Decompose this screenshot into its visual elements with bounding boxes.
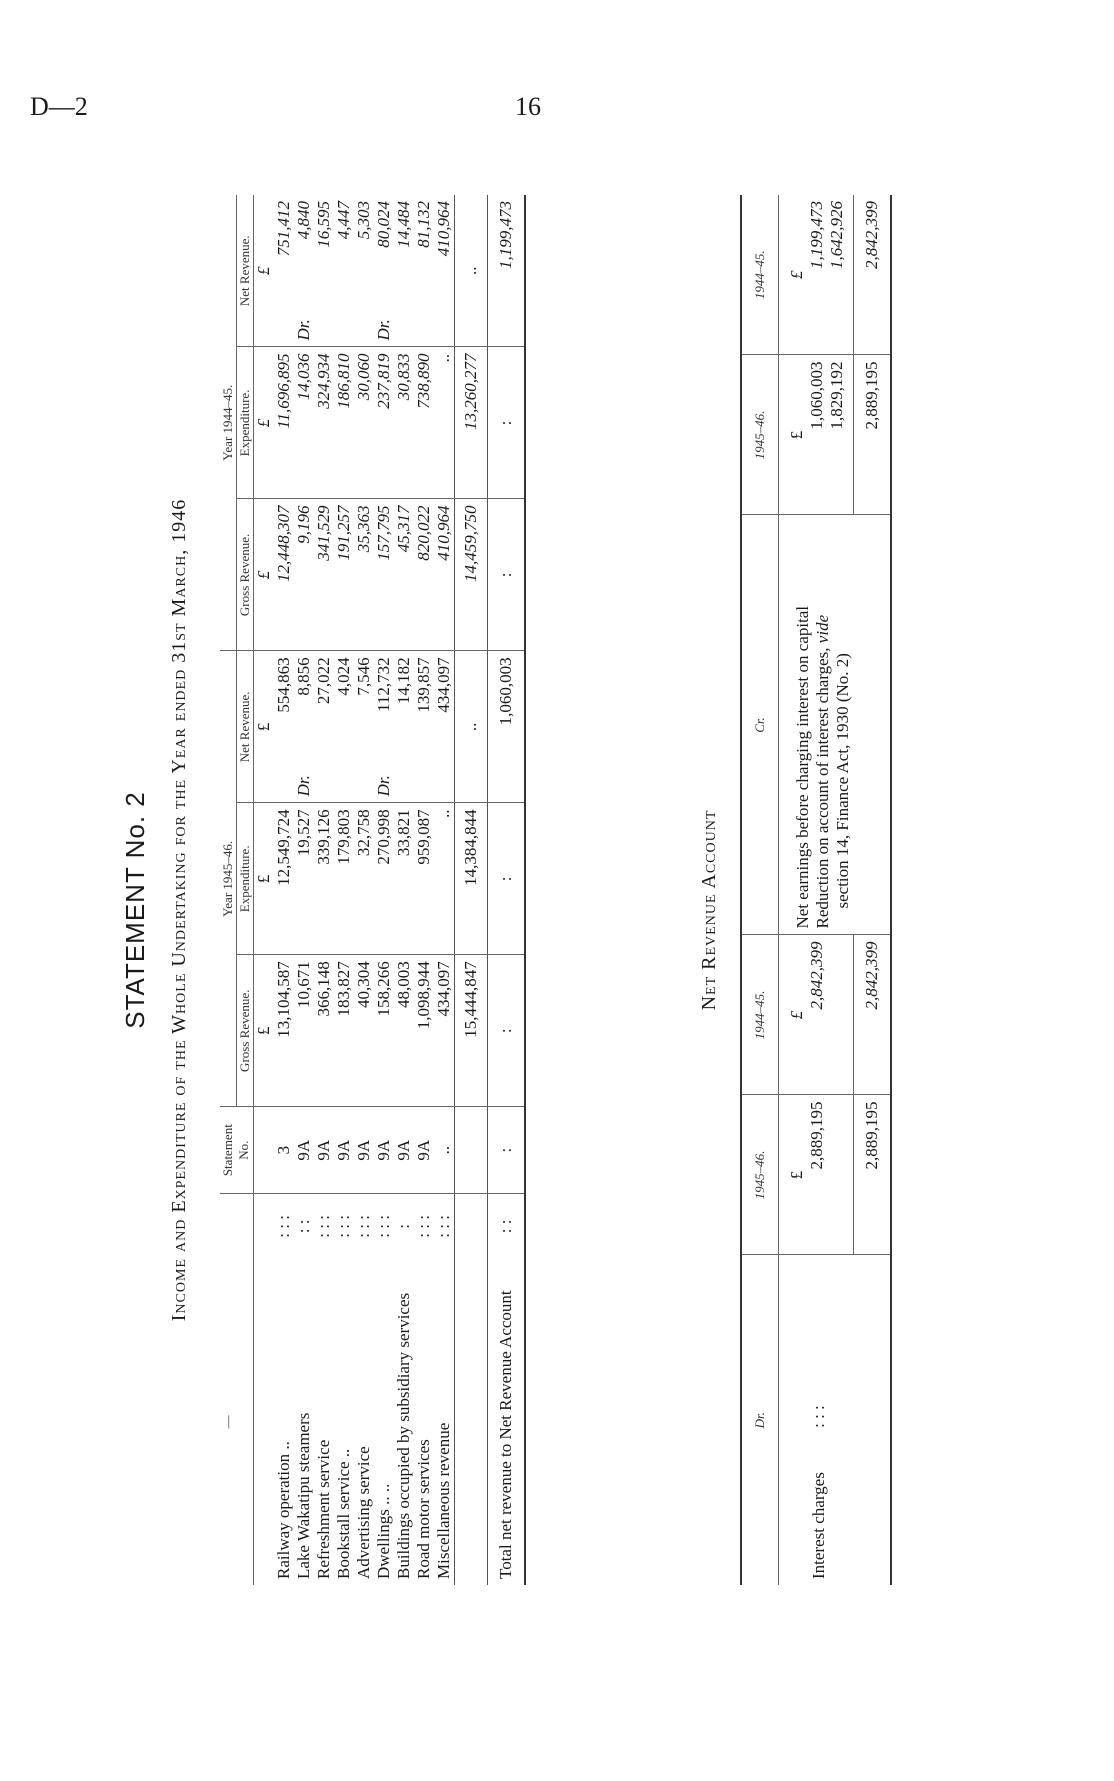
row-description: Lake Wakatipu steamers	[294, 1412, 313, 1579]
value: 80,024	[374, 201, 393, 248]
account-totals-row	[853, 195, 891, 1585]
leader-dots: : :	[294, 1219, 313, 1234]
gross-revenue-header: Gross Revenue.	[237, 955, 254, 1107]
table-row	[414, 195, 434, 1585]
gross-revenue-1945-46: 48,003	[394, 955, 414, 1107]
net-gross-1945-46: :	[488, 955, 526, 1107]
year-1944-45-header: Year 1944–45.	[220, 195, 237, 651]
value: 27,022	[314, 657, 333, 705]
net-revenue-account-table	[740, 195, 892, 1585]
row-description: Railway operation ..	[274, 1441, 293, 1579]
gross-revenue-1944-45: 191,257	[334, 499, 354, 651]
interest-charges-label: Interest charges	[809, 1472, 828, 1579]
statement-no: 9A	[314, 1107, 334, 1194]
expenditure-1945-46: 19,527	[294, 803, 314, 955]
leader-dots: :	[394, 1224, 413, 1229]
net-revenue-label: Total net revenue to Net Revenue Account	[488, 1259, 526, 1585]
expenditure-1944-45: 237,819	[374, 347, 394, 499]
value: 751,412	[274, 201, 293, 257]
currency-symbol: £	[787, 270, 806, 279]
interest-reduction-1944-45: 1,642,926	[827, 201, 846, 269]
expenditure-1944-45: 324,934	[314, 347, 334, 499]
row-description: Bookstall service ..	[334, 1448, 353, 1579]
currency-symbol: £	[254, 803, 275, 955]
net-revenue-1944-45	[414, 195, 434, 347]
year-1945-46-header: Year 1945–46.	[220, 651, 237, 1107]
value: 434,097	[434, 657, 453, 713]
gross-revenue-1945-46: 434,097	[434, 955, 455, 1107]
credit-line-2: Reduction on account of interest charges, vide	[813, 614, 832, 929]
value: 14,484	[394, 201, 413, 248]
value: 5,303	[354, 201, 373, 240]
currency-symbol: £	[254, 347, 275, 499]
table-row	[334, 195, 354, 1585]
expenditure-1945-46: 32,758	[354, 803, 374, 955]
net-revenue-1945-46	[354, 651, 374, 803]
year-1945-46-header: 1945–46.	[741, 1095, 779, 1255]
cr-total-1944-45: 2,842,399	[853, 195, 891, 355]
gross-revenue-header: Gross Revenue.	[237, 499, 254, 651]
description-header: —	[220, 1259, 254, 1585]
leader-dots: : : :	[354, 1215, 373, 1238]
statement-no: 9A	[354, 1107, 374, 1194]
gross-revenue-1944-45: 9,196	[294, 499, 314, 651]
table-row	[274, 195, 294, 1585]
table-body	[274, 195, 455, 1585]
year-1944-45-header: 1944–45.	[741, 935, 779, 1095]
net-revenue-account-title: Net Revenue Account	[698, 809, 720, 1011]
leader-dots: : : :	[314, 1215, 333, 1238]
net-statement-no: :	[488, 1107, 526, 1194]
leader-dots: : : :	[809, 1405, 828, 1428]
expenditure-1944-45: 186,810	[334, 347, 354, 499]
currency-symbol: £	[787, 1170, 806, 1180]
value: 7,546	[354, 657, 373, 696]
expenditure-header: Expenditure.	[237, 803, 254, 955]
total-expenditure-1944-45: 13,260,277	[455, 347, 488, 499]
net-revenue-1945-46	[414, 651, 434, 803]
net-revenue-1944-45	[314, 195, 334, 347]
gross-revenue-1945-46: 366,148	[314, 955, 334, 1107]
net-revenue-1944-45	[334, 195, 354, 347]
credit-line-1: Net earnings before charging interest on capital	[793, 605, 812, 929]
leader-dots: : : :	[374, 1215, 393, 1238]
expenditure-1945-46: 270,998	[374, 803, 394, 955]
currency-symbol: £	[254, 499, 275, 651]
expenditure-1944-45: 30,060	[354, 347, 374, 499]
dr-total-1944-45: 2,842,399	[853, 935, 891, 1095]
gross-revenue-1945-46: 1,098,944	[414, 955, 434, 1107]
table-row	[294, 195, 314, 1585]
statement-no: 9A	[334, 1107, 354, 1194]
dr-total-1945-46: 2,889,195	[853, 1095, 891, 1255]
expenditure-1945-46: 339,126	[314, 803, 334, 955]
value: 8,856	[294, 657, 313, 696]
value: 4,447	[334, 201, 353, 240]
rotated-content	[80, 160, 980, 1660]
debit-marker: Dr.	[294, 319, 313, 341]
statement-subtitle: Income and Expenditure of the Whole Undertaking for the Year ended 31st March, 1946	[168, 498, 190, 1322]
net-revenue-row	[488, 195, 526, 1585]
expenditure-1944-45: 11,696,895	[274, 347, 294, 499]
expenditure-header: Expenditure.	[237, 347, 254, 499]
net-revenue-1945-46	[434, 651, 455, 803]
credit-line-3: section 14, Finance Act, 1930 (No. 2)	[833, 653, 852, 909]
debit-marker: Dr.	[374, 775, 393, 797]
statement-no: 9A	[394, 1107, 414, 1194]
leader-dots: : : :	[434, 1215, 453, 1238]
statement-no: 9A	[374, 1107, 394, 1194]
net-revenue-1945-46	[334, 651, 354, 803]
leader-dots: : :	[488, 1194, 526, 1259]
expenditure-1945-46: 12,549,724	[274, 803, 294, 955]
net-revenue-1944-45	[434, 195, 455, 347]
leader-dots: : : :	[414, 1215, 433, 1238]
net-revenue-1944-45	[394, 195, 414, 347]
net-revenue-1945-46	[394, 651, 414, 803]
table-row	[314, 195, 334, 1585]
table-row	[394, 195, 414, 1585]
total-net-1945-46: ..	[455, 651, 488, 803]
income-expenditure-table	[220, 195, 526, 1585]
gross-revenue-1944-45: 35,363	[354, 499, 374, 651]
gross-revenue-1944-45: 410,964	[434, 499, 455, 651]
net-revenue-1945-46	[274, 651, 294, 803]
net-expenditure-1944-45: :	[488, 347, 526, 499]
row-description: Miscellaneous revenue	[434, 1422, 453, 1579]
row-description: Advertising service	[354, 1446, 373, 1579]
interest-reduction-1945-46: 1,829,192	[827, 361, 846, 430]
currency-symbol: £	[254, 651, 275, 803]
value: 4,024	[334, 657, 353, 696]
total-net-1944-45: ..	[455, 195, 488, 347]
net-earnings-1945-46: 1,060,003	[807, 361, 826, 430]
statement-no: 9A	[294, 1107, 314, 1194]
value: 139,857	[414, 657, 433, 713]
gross-revenue-1945-46: 13,104,587	[274, 955, 294, 1107]
gross-revenue-1944-45: 12,448,307	[274, 499, 294, 651]
statement-no: 9A	[414, 1107, 434, 1194]
debit-marker: Dr.	[374, 319, 393, 341]
value: 81,132	[414, 201, 433, 248]
leader-dots: : : :	[274, 1215, 293, 1238]
net-revenue-1945-46	[314, 651, 334, 803]
row-description: Refreshment service	[314, 1439, 333, 1579]
net-revenue-1945-46: 1,060,003	[488, 651, 526, 803]
net-revenue-1944-45	[374, 195, 394, 347]
totals-row	[455, 195, 488, 1585]
net-earnings-1944-45: 1,199,473	[807, 201, 826, 269]
net-gross-1944-45: :	[488, 499, 526, 651]
total-gross-1944-45: 14,459,750	[455, 499, 488, 651]
net-revenue-1944-45	[274, 195, 294, 347]
dr-header: Dr.	[741, 1255, 779, 1585]
page-number: 16	[515, 92, 541, 121]
total-gross-1945-46: 15,444,847	[455, 955, 488, 1107]
interest-charges-1945-46: 2,889,195	[807, 1101, 826, 1170]
statement-no-header: Statement No.	[220, 1107, 254, 1194]
row-description: Road motor services	[414, 1439, 433, 1579]
gross-revenue-1945-46: 158,266	[374, 955, 394, 1107]
value: 16,595	[314, 201, 333, 248]
gross-revenue-1945-46: 183,827	[334, 955, 354, 1107]
expenditure-1945-46: ..	[434, 803, 455, 955]
total-expenditure-1945-46: 14,384,844	[455, 803, 488, 955]
table-row	[374, 195, 394, 1585]
net-revenue-1945-46	[374, 651, 394, 803]
net-revenue-1944-45: 1,199,473	[488, 195, 526, 347]
gross-revenue-1945-46: 10,671	[294, 955, 314, 1107]
gross-revenue-1944-45: 45,317	[394, 499, 414, 651]
value: 14,182	[394, 657, 413, 705]
currency-symbol: £	[787, 1010, 806, 1020]
expenditure-1945-46: 33,821	[394, 803, 414, 955]
value: 112,732	[374, 657, 393, 713]
expenditure-1944-45: 14,036	[294, 347, 314, 499]
net-revenue-header: Net Revenue.	[237, 195, 254, 347]
expenditure-1945-46: 179,803	[334, 803, 354, 955]
statement-title: STATEMENT No. 2	[120, 791, 150, 1029]
gross-revenue-1944-45: 157,795	[374, 499, 394, 651]
currency-symbol: £	[254, 955, 275, 1107]
net-revenue-1944-45	[354, 195, 374, 347]
expenditure-1944-45: 30,833	[394, 347, 414, 499]
expenditure-1944-45: 738,890	[414, 347, 434, 499]
page-reference: D—2	[30, 92, 88, 121]
table-row	[434, 195, 455, 1585]
net-expenditure-1945-46: :	[488, 803, 526, 955]
gross-revenue-1944-45: 341,529	[314, 499, 334, 651]
cr-total-1945-46: 2,889,195	[853, 355, 891, 515]
debit-marker: Dr.	[294, 775, 313, 797]
cr-header: Cr.	[741, 515, 779, 935]
expenditure-1944-45: ..	[434, 347, 455, 499]
net-revenue-1945-46	[294, 651, 314, 803]
row-description: Dwellings .. ..	[374, 1483, 393, 1579]
value: 4,840	[294, 201, 313, 240]
expenditure-1945-46: 959,087	[414, 803, 434, 955]
table-row	[354, 195, 374, 1585]
net-revenue-1944-45	[294, 195, 314, 347]
value: 410,964	[434, 201, 453, 257]
year-1945-46-header: 1945–46.	[741, 355, 779, 515]
statement-no: 3	[274, 1107, 294, 1194]
currency-symbol: £	[787, 430, 806, 440]
value: 554,863	[274, 657, 293, 713]
net-revenue-header: Net Revenue.	[237, 651, 254, 803]
gross-revenue-1944-45: 820,022	[414, 499, 434, 651]
currency-symbol: £	[254, 195, 275, 347]
row-description: Buildings occupied by subsidiary services	[394, 1292, 413, 1579]
interest-charges-1944-45: 2,842,399	[807, 941, 826, 1010]
gross-revenue-1945-46: 40,304	[354, 955, 374, 1107]
leader-dots: : : :	[334, 1215, 353, 1238]
statement-no: ..	[434, 1107, 455, 1194]
year-1944-45-header: 1944–45.	[741, 195, 779, 355]
